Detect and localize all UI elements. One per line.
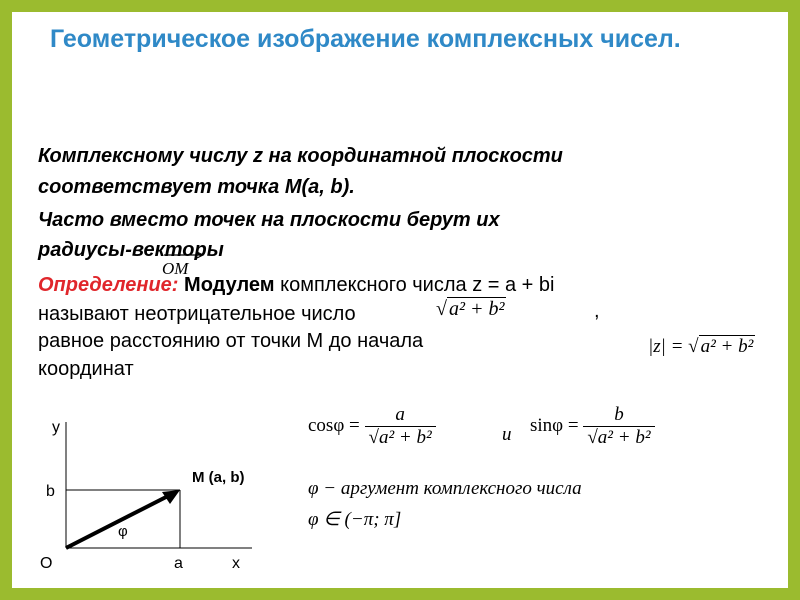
definition-line2: называют неотрицательное число <box>38 303 356 325</box>
tick-a-label: a <box>174 555 183 572</box>
coordinate-diagram <box>32 412 272 582</box>
definition-term: Модулем <box>184 274 275 296</box>
para1-line1: Комплексному числу z на координатной плоскости <box>38 145 563 167</box>
axis-y-label: y <box>52 419 60 436</box>
tick-b-label: b <box>46 483 55 500</box>
slide <box>12 12 788 588</box>
definition-line1-rest: комплексного числа z = a + bi <box>280 274 555 296</box>
definition-line3: равное расстоянию от точки М до начала <box>38 330 424 352</box>
page-title: Геометрическое изображение комплексных чисел. <box>50 25 681 53</box>
radius-vector <box>66 495 170 548</box>
vector-om-label: OM <box>162 259 189 278</box>
vector-arrow-icon <box>162 251 206 259</box>
range-text: φ ∈ (−π; π] <box>308 509 402 530</box>
para1-line2: соответствует точка M(a, b). <box>38 176 355 198</box>
para2-line2: радиусы-векторы <box>38 239 224 261</box>
cos-formula: cosφ = $\frac{a}{\text{√a² + b²}}$ <box>308 404 436 449</box>
definition-comma: , <box>594 300 600 322</box>
connector-and: и <box>502 424 512 445</box>
argument-text: φ − аргумент комплексного числа <box>308 478 582 499</box>
modulus-formula: |z| = √ a² + b² <box>648 336 754 357</box>
definition-line4: координат <box>38 358 134 380</box>
point-m-label: M (a, b) <box>192 469 245 486</box>
sqrt-expression: √ a² + b² <box>436 298 505 320</box>
definition-prefix: Определение: <box>38 274 179 296</box>
angle-label: φ <box>118 523 128 540</box>
definition-line1 <box>38 274 554 297</box>
para2-line1: Часто вместо точек на плоскости берут их <box>38 209 500 231</box>
axis-x-label: x <box>232 555 240 572</box>
sin-formula: sinφ = $\frac{b}{\text{√a² + b²}}$ <box>530 404 655 449</box>
origin-label: O <box>40 555 53 572</box>
